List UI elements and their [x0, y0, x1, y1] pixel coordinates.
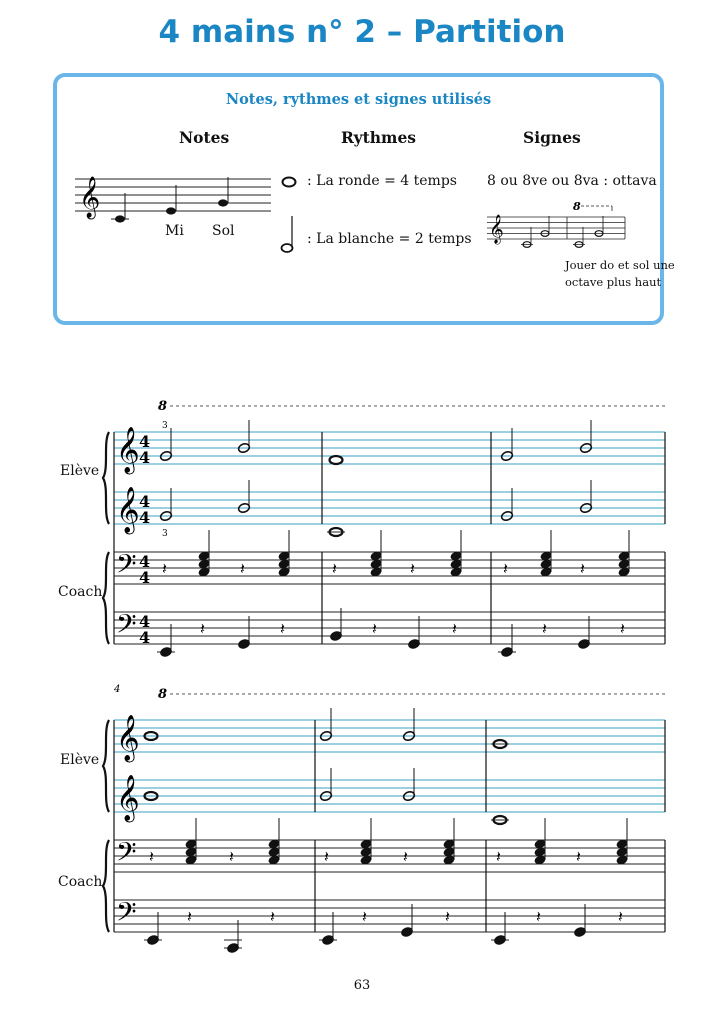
coach-label-2: Coach — [58, 874, 103, 890]
score-system-1 — [0, 400, 724, 650]
quarter-rest: 𝄽 — [149, 847, 154, 866]
ottava-mark: 8 — [573, 200, 581, 213]
quarter-rest: 𝄽 — [324, 847, 329, 866]
note — [330, 456, 343, 464]
coach-brace — [103, 840, 109, 932]
quarter-rest: 𝄽 — [362, 907, 367, 926]
quarter-rest: 𝄽 — [576, 847, 581, 866]
page-title: 4 mains n° 2 – Partition — [158, 14, 566, 50]
fingering: 3 — [162, 421, 168, 431]
ottava-staff — [487, 200, 627, 253]
quarter-rest: 𝄽 — [445, 907, 450, 926]
quarter-rest: 𝄽 — [410, 559, 415, 578]
treble-clef-icon: 𝄞 — [79, 177, 101, 218]
quarter-rest: 𝄽 — [620, 619, 625, 638]
quarter-rest: 𝄽 — [496, 847, 501, 866]
ottava-explanation: Jouer do et sol une octave plus haut — [565, 258, 675, 289]
score-system-2 — [0, 684, 724, 946]
measure-number: 4 — [114, 684, 121, 695]
time-signature-top: 4 — [139, 492, 151, 511]
eleve-label-1: Elève — [60, 463, 100, 479]
coach-brace — [103, 552, 109, 644]
eleve-brace — [103, 432, 109, 524]
quarter-rest: 𝄽 — [187, 907, 192, 926]
ottava-text: 8 ou 8ve ou 8va : ottava — [487, 173, 657, 189]
time-signature-top: 4 — [139, 612, 151, 631]
quarter-rest: 𝄽 — [452, 619, 457, 638]
svg-text:𝄞: 𝄞 — [489, 214, 504, 243]
eleve-label-2: Elève — [60, 752, 100, 768]
bass-clef-icon: 𝄢 — [116, 548, 137, 586]
bass-clef-icon: 𝄢 — [116, 896, 137, 934]
treble-clef-icon: 𝄞 — [116, 487, 140, 533]
time-signature-bottom: 4 — [139, 448, 151, 467]
quarter-rest: 𝄽 — [580, 559, 585, 578]
eleve-brace — [103, 720, 109, 812]
rhythm-whole-text: : La ronde = 4 temps — [307, 173, 457, 189]
quarter-rest: 𝄽 — [240, 559, 245, 578]
quarter-rest: 𝄽 — [503, 559, 508, 578]
signs-heading: Signes — [523, 128, 581, 147]
quarter-rest: 𝄽 — [542, 619, 547, 638]
quarter-rest: 𝄽 — [229, 847, 234, 866]
treble-clef-icon: 𝄞 — [116, 427, 140, 473]
quarter-rest: 𝄽 — [618, 907, 623, 926]
page-number: 63 — [353, 978, 371, 993]
notes-staff — [75, 171, 275, 231]
quarter-rest: 𝄽 — [200, 619, 205, 638]
treble-clef-icon: 𝄞 — [116, 775, 140, 821]
quarter-rest: 𝄽 — [332, 559, 337, 578]
note-label-sol: Sol — [212, 223, 235, 239]
info-box — [53, 73, 675, 325]
bass-clef-icon: 𝄢 — [116, 608, 137, 646]
quarter-rest: 𝄽 — [536, 907, 541, 926]
ottava-mark: 8 — [158, 687, 168, 702]
treble-clef-icon: 𝄞 — [116, 715, 140, 761]
quarter-rest: 𝄽 — [280, 619, 285, 638]
time-signature-bottom: 4 — [139, 568, 151, 587]
rhythms-heading: Rythmes — [341, 128, 417, 147]
quarter-rest: 𝄽 — [162, 559, 167, 578]
note-label-mi: Mi — [165, 223, 184, 239]
fingering: 3 — [162, 529, 168, 539]
time-signature-top: 4 — [139, 432, 151, 451]
coach-label-1: Coach — [58, 584, 103, 600]
rhythm-half-text: : La blanche = 2 temps — [307, 231, 472, 247]
half-note-icon — [281, 214, 301, 256]
note-sol — [218, 177, 228, 207]
ottava-mark: 8 — [158, 399, 168, 414]
note-mi — [166, 185, 176, 215]
quarter-rest: 𝄽 — [270, 907, 275, 926]
quarter-rest: 𝄽 — [403, 847, 408, 866]
notes-heading: Notes — [179, 128, 230, 147]
time-signature-bottom: 4 — [139, 508, 151, 527]
bass-clef-icon: 𝄢 — [116, 836, 137, 874]
info-box-heading: Notes, rythmes et signes utilisés — [225, 91, 492, 108]
time-signature-bottom: 4 — [139, 628, 151, 647]
quarter-rest: 𝄽 — [372, 619, 377, 638]
note-do — [111, 193, 129, 223]
whole-note-icon — [281, 175, 301, 189]
time-signature-top: 4 — [139, 552, 151, 571]
